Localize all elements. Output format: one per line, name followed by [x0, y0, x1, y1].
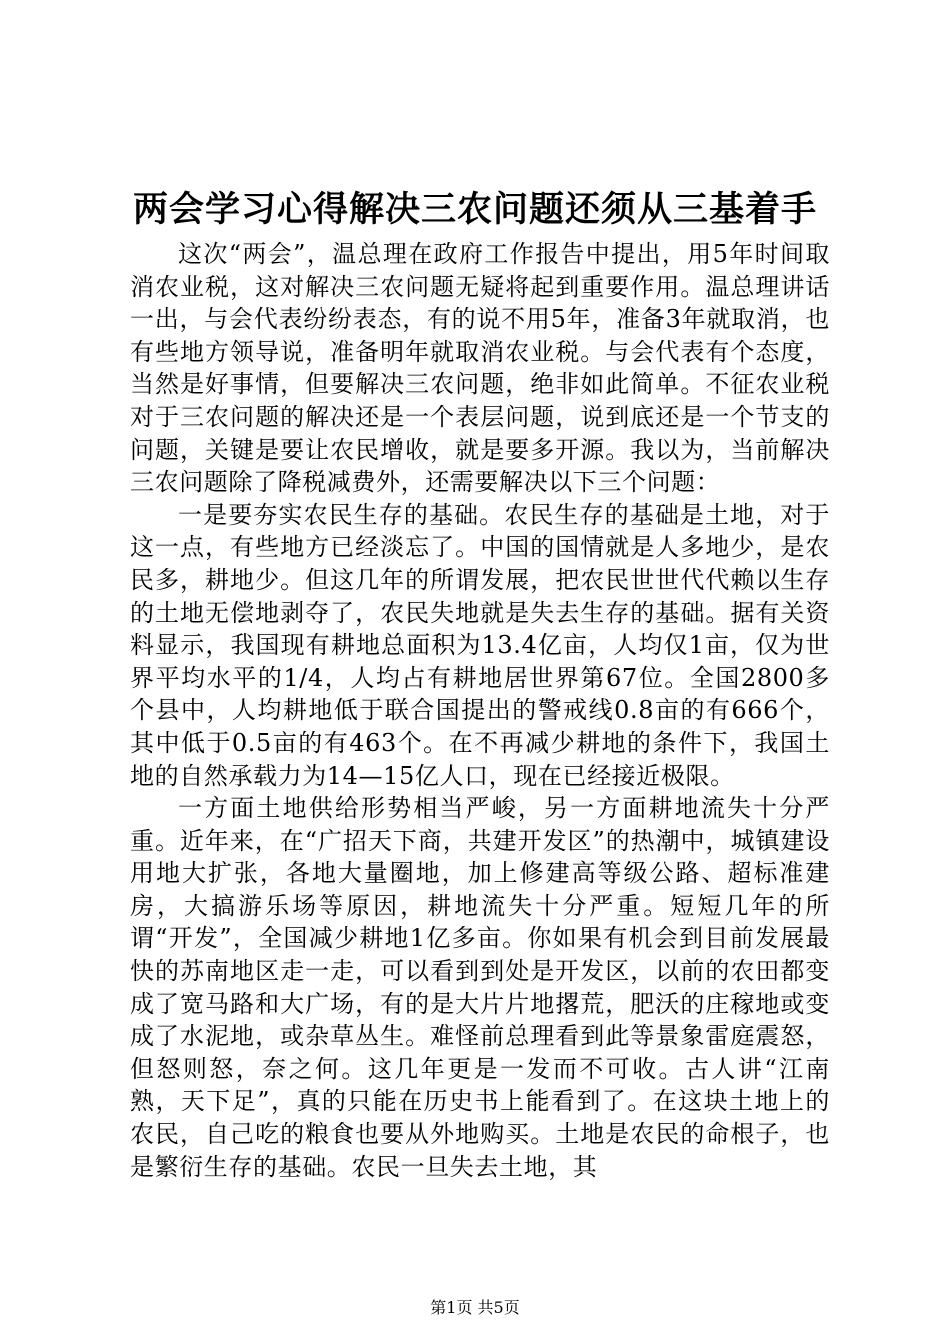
page-footer: 第1页 共5页: [430, 1298, 520, 1317]
document-title: 两会学习心得解决三农问题还须从三基着手: [132, 189, 817, 230]
document-body: [130, 238, 830, 1183]
paragraph-land-loss: 一方面土地供给形势相当严峻，另一方面耕地流失十分严重。近年来，在“广招天下商，共建开发区”的热潮中，城镇建设用地大扩张，各地大量圈地，加上修建高等级公路、超标准建房，大搞游乐场等原因，耕地流失十分严重。短短几年的所谓“开发”，全国减少耕地1亿多亩。你如果有机会到目前发展最快的苏南地区走一走，可以看到到处是开发区，以前的农田都变成了宽马路和大广场，有的是大片片地撂荒，肥沃的庄稼地或变成了水泥地，或杂草丛生。难怪前总理看到此等景象雷庭震怒，但怒则怒，奈之何。这几年更是一发而不可收。古人讲“江南熟，天下足”，真的只能在历史书上能看到了。在这块土地上的农民，自己吃的粮食也要从外地购买。土地是农民的命根子，也是繁衍生存的基础。农民一旦失去土地，其: [130, 794, 830, 1181]
paragraph-land-foundation: 一是要夯实农民生存的基础。农民生存的基础是土地，对于这一点，有些地方已经淡忘了。中国的国情就是人多地少，是农民多，耕地少。但这几年的所谓发展，把农民世世代代赖以生存的土地无偿地剥夺了，农民失地就是失去生存的基础。据有关资料显示，我国现有耕地总面积为13.4亿亩，人均仅1亩，仅为世界平均水平的1/4，人均占有耕地居世界第67位。全国2800多个县中，人均耕地低于联合国提出的警戒线0.8亩的有666个，其中低于0.5亩的有463个。在不再减少耕地的条件下，我国土地的自然承载力为14—15亿人口，现在已经接近极限。: [130, 500, 830, 790]
paragraph-intro: 这次“两会”，温总理在政府工作报告中提出，用5年时间取消农业税，这对解决三农问题无疑将起到重要作用。温总理讲话一出，与会代表纷纷表态，有的说不用5年，准备3年就取消，也有些地方领导说，准备明年就取消农业税。与会代表有个态度，当然是好事情，但要解决三农问题，绝非如此简单。不征农业税对于三农问题的解决还是一个表层问题，说到底还是一个节支的问题，关键是要让农民增收，就是要多开源。我以为，当前解决三农问题除了降税减费外，还需要解决以下三个问题：: [130, 240, 830, 497]
